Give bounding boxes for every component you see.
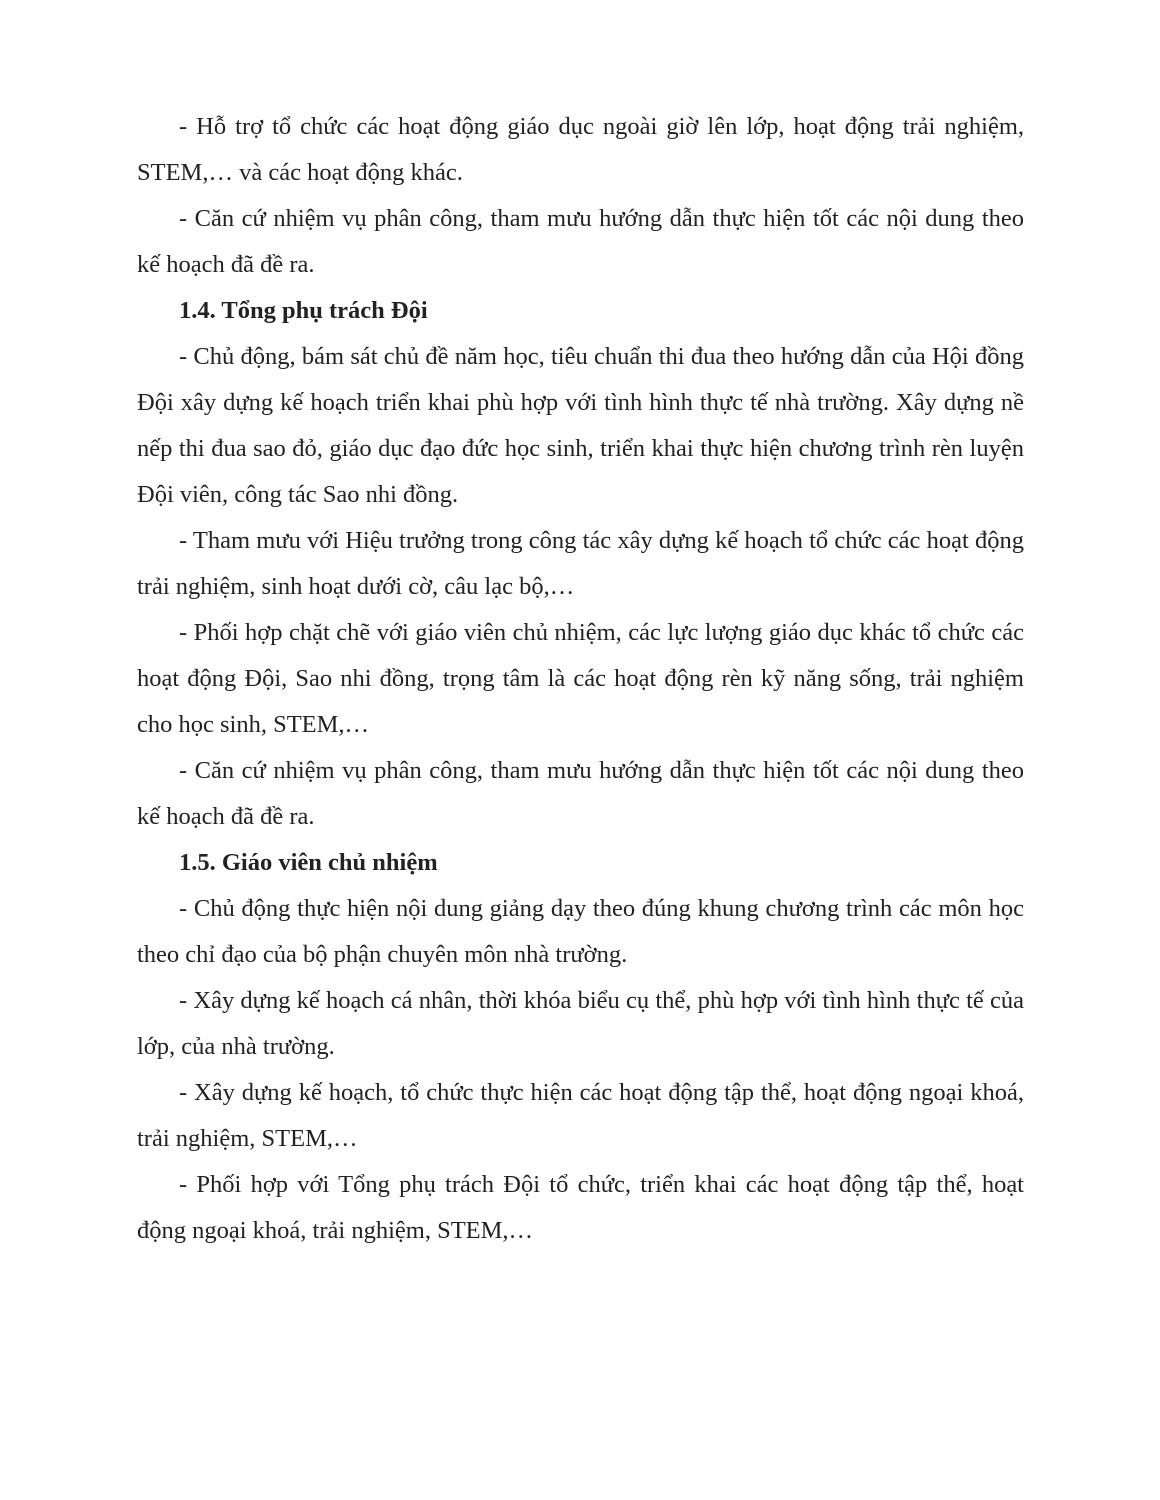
paragraph: - Chủ động, bám sát chủ đề năm học, tiêu chuẩn thi đua theo hướng dẫn của Hội đồng Đội xây dựng kế hoạch triển khai phù hợp với tình hình thực tế nhà trường. Xây dựng nề nếp thi đua sao đỏ, giáo dục đạo đức học sinh, triển khai thực hiện chương trình rèn luyện Đội viên, công tác Sao nhi đồng.: [137, 343, 1024, 508]
section-heading: 1.5. Giáo viên chủ nhiệm: [179, 849, 438, 876]
paragraph: - Chủ động thực hiện nội dung giảng dạy theo đúng khung chương trình các môn học theo chỉ đạo của bộ phận chuyên môn nhà trường.: [137, 895, 1024, 968]
paragraph: - Phối hợp với Tổng phụ trách Đội tổ chức, triển khai các hoạt động tập thể, hoạt động ngoại khoá, trải nghiệm, STEM,…: [137, 1171, 1024, 1244]
paragraph: - Hỗ trợ tổ chức các hoạt động giáo dục ngoài giờ lên lớp, hoạt động trải nghiệm, STEM,… và các hoạt động khác.: [137, 113, 1024, 186]
paragraph: - Xây dựng kế hoạch cá nhân, thời khóa biểu cụ thể, phù hợp với tình hình thực tế của lớp, của nhà trường.: [137, 987, 1024, 1060]
section-heading: 1.4. Tổng phụ trách Đội: [179, 297, 428, 324]
paragraph: - Căn cứ nhiệm vụ phân công, tham mưu hướng dẫn thực hiện tốt các nội dung theo kế hoạch đã đề ra.: [137, 205, 1024, 278]
paragraph: - Xây dựng kế hoạch, tổ chức thực hiện các hoạt động tập thể, hoạt động ngoại khoá, trải nghiệm, STEM,…: [137, 1079, 1024, 1152]
paragraph: - Căn cứ nhiệm vụ phân công, tham mưu hướng dẫn thực hiện tốt các nội dung theo kế hoạch đã đề ra.: [137, 757, 1024, 830]
document-page: [137, 104, 1024, 1254]
paragraph: - Tham mưu với Hiệu trưởng trong công tác xây dựng kế hoạch tổ chức các hoạt động trải nghiệm, sinh hoạt dưới cờ, câu lạc bộ,…: [137, 527, 1024, 600]
paragraph: - Phối hợp chặt chẽ với giáo viên chủ nhiệm, các lực lượng giáo dục khác tổ chức các hoạt động Đội, Sao nhi đồng, trọng tâm là các hoạt động rèn kỹ năng sống, trải nghiệm cho học sinh, STEM,…: [137, 619, 1024, 738]
